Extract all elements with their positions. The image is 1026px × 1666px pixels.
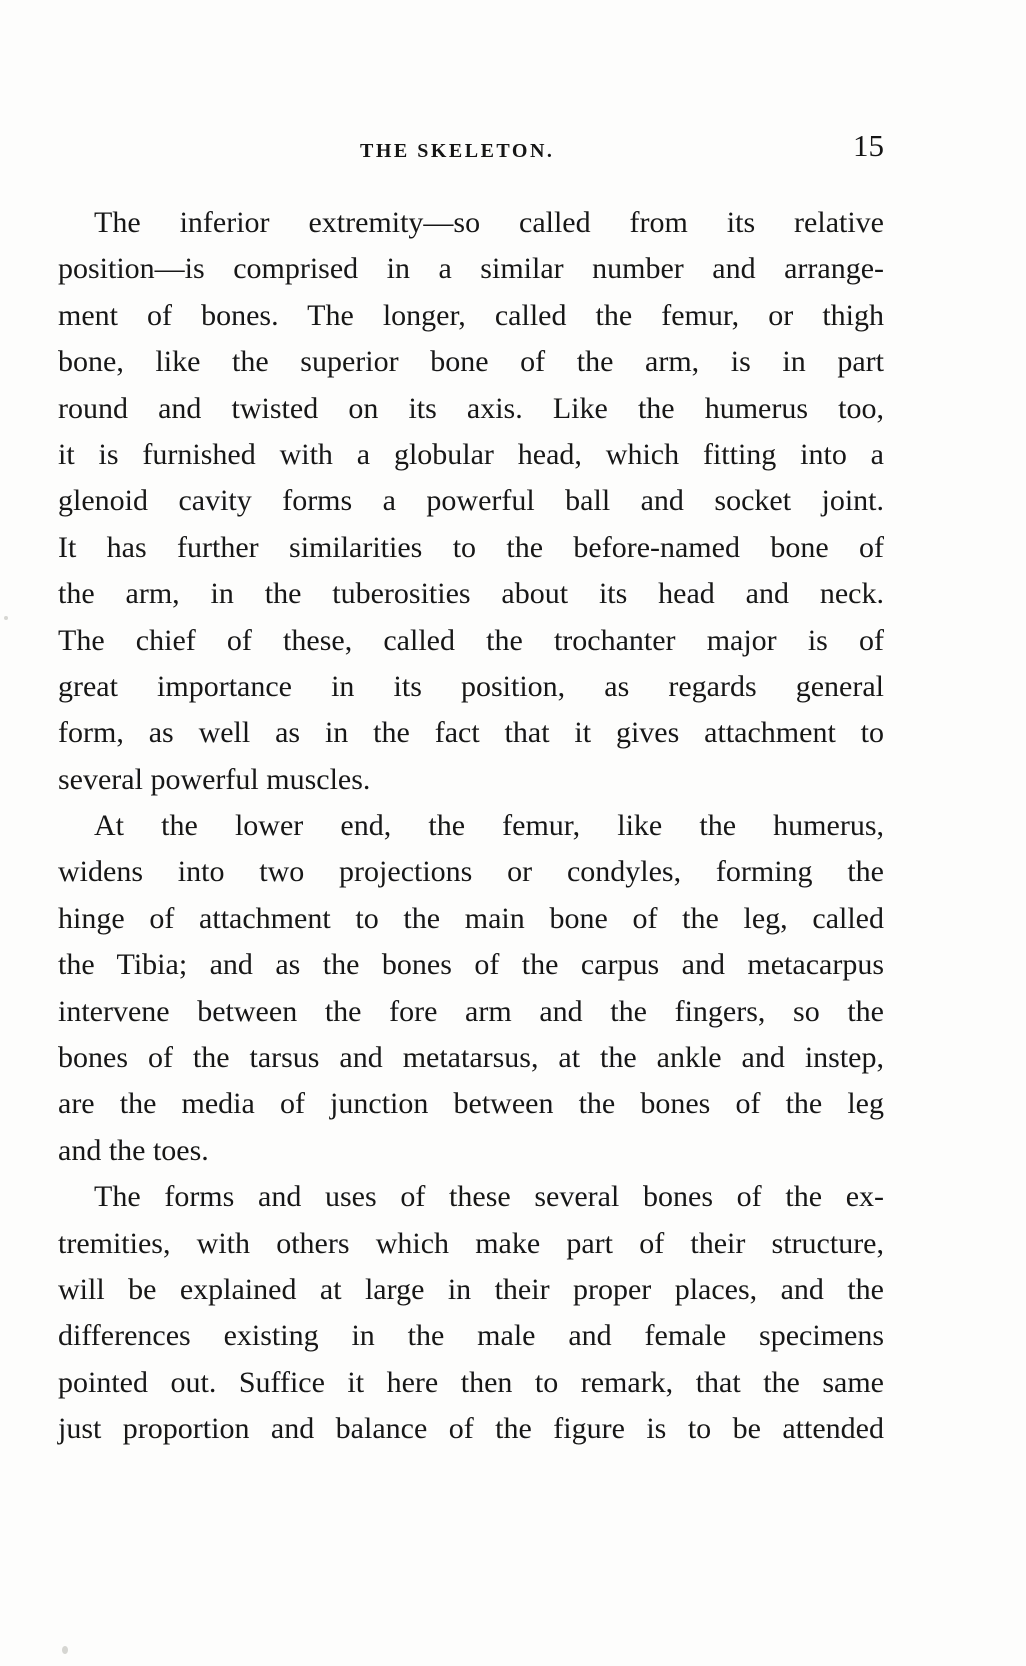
- paper-speck: [4, 616, 8, 620]
- text-line: it is furnished with a globular head, which fitting into a: [58, 437, 884, 471]
- text-line: the arm, in the tuberosities about its head and neck.: [58, 577, 884, 611]
- text-line: hinge of attachment to the main bone of the leg, called: [58, 901, 884, 935]
- text-line: At the lower end, the femur, like the humerus,: [94, 809, 884, 843]
- body-text: [58, 200, 884, 1453]
- running-head: [58, 128, 884, 172]
- text-line: intervene between the fore arm and the fingers, so the: [58, 994, 884, 1028]
- text-line: The forms and uses of these several bones of the ex-: [94, 1180, 884, 1214]
- text-line: position—is comprised in a similar number and arrange-: [58, 252, 884, 286]
- text-line: are the media of junction between the bones of the leg: [58, 1087, 884, 1121]
- page-number: 15: [853, 128, 884, 163]
- text-line: form, as well as in the fact that it gives attachment to: [58, 716, 884, 750]
- text-line: ment of bones. The longer, called the femur, or thigh: [58, 298, 884, 332]
- text-line: widens into two projections or condyles, forming the: [58, 855, 884, 889]
- text-line: bones of the tarsus and metatarsus, at the ankle and instep,: [58, 1041, 884, 1075]
- text-line: several powerful muscles.: [58, 762, 371, 796]
- text-line: bone, like the superior bone of the arm, is in part: [58, 345, 884, 379]
- text-line: pointed out. Suffice it here then to remark, that the same: [58, 1365, 884, 1399]
- paper-speck: [62, 1646, 68, 1654]
- running-title: THE SKELETON.: [360, 140, 555, 162]
- text-line: tremities, with others which make part of their structure,: [58, 1226, 884, 1260]
- text-line: differences existing in the male and female specimens: [58, 1319, 884, 1353]
- text-line: round and twisted on its axis. Like the humerus too,: [58, 391, 884, 425]
- text-line: will be explained at large in their proper places, and the: [58, 1272, 884, 1306]
- text-line: glenoid cavity forms a powerful ball and socket joint.: [58, 484, 884, 518]
- text-line: the Tibia; and as the bones of the carpus and metacarpus: [58, 948, 884, 982]
- text-line: great importance in its position, as regards general: [58, 669, 884, 703]
- text-line: It has further similarities to the before-named bone of: [58, 530, 884, 564]
- text-line: and the toes.: [58, 1133, 209, 1167]
- text-line: The inferior extremity—so called from its relative: [94, 206, 884, 239]
- text-line: The chief of these, called the trochanter major is of: [58, 623, 884, 657]
- text-line: just proportion and balance of the figure is to be attended: [58, 1412, 884, 1446]
